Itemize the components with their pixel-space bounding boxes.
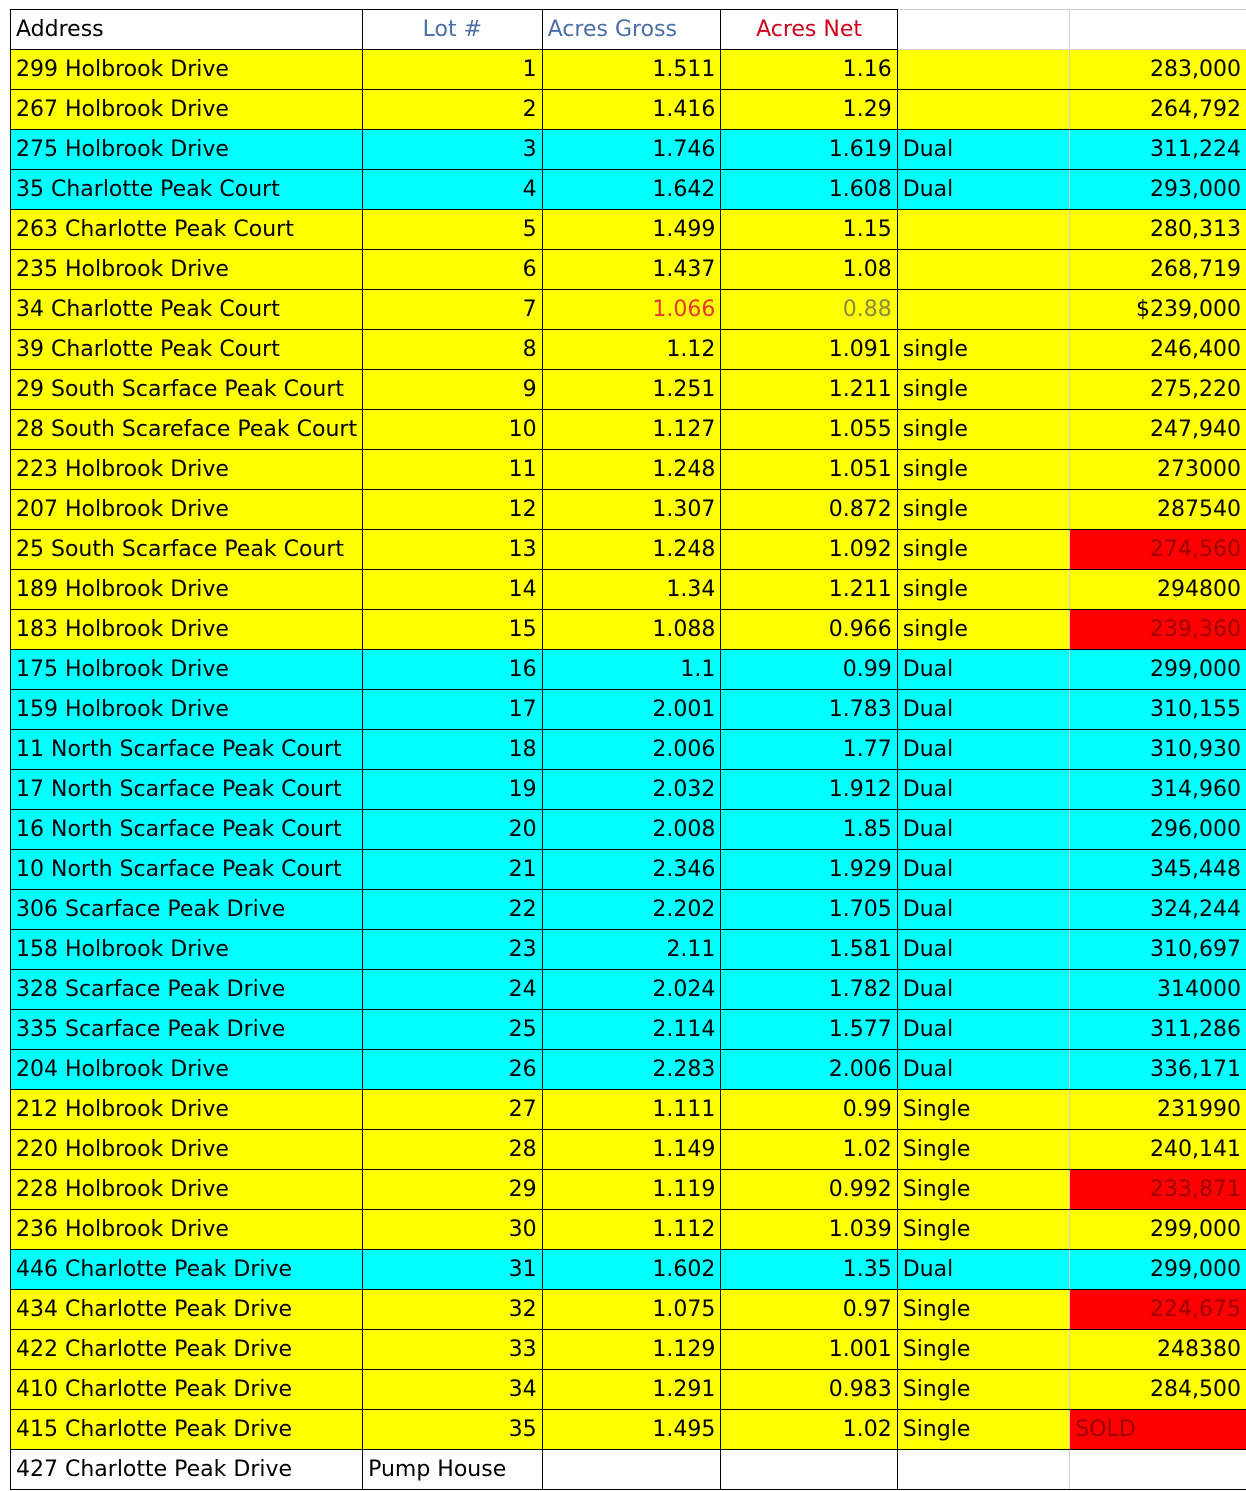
cell-lot[interactable]: 28 [363, 1130, 543, 1170]
cell-acres-net[interactable]: 1.001 [721, 1330, 897, 1370]
table-row [11, 130, 1246, 170]
cell-acres-net[interactable]: 1.15 [721, 210, 897, 250]
cell-acres-gross[interactable]: 1.34 [542, 570, 721, 610]
header-price[interactable] [1070, 10, 1246, 50]
cell-lot[interactable]: 24 [363, 970, 543, 1010]
cell-lot[interactable]: 35 [363, 1410, 543, 1450]
table-row [11, 1090, 1246, 1130]
cell-address[interactable]: 17 North Scarface Peak Court [11, 770, 363, 810]
cell-type[interactable] [897, 50, 1070, 90]
cell-acres-net[interactable]: 1.092 [721, 530, 897, 570]
cell-type[interactable]: single [897, 450, 1070, 490]
table-row [11, 810, 1246, 850]
cell-lot[interactable]: 7 [363, 290, 543, 330]
table-row [11, 1410, 1246, 1450]
cell-address[interactable]: 275 Holbrook Drive [11, 130, 363, 170]
cell-price[interactable]: 246,400 [1070, 330, 1246, 370]
cell-type[interactable]: Dual [897, 130, 1070, 170]
cell-price[interactable]: 273000 [1070, 450, 1246, 490]
cell-lot[interactable]: 5 [363, 210, 543, 250]
cell-lot[interactable]: 23 [363, 930, 543, 970]
cell-acres-net[interactable]: 2.006 [721, 1050, 897, 1090]
cell-price[interactable]: 314000 [1070, 970, 1246, 1010]
cell-lot[interactable]: 8 [363, 330, 543, 370]
cell-lot[interactable]: 30 [363, 1210, 543, 1250]
cell-acres-gross[interactable] [542, 1450, 721, 1490]
cell-type[interactable]: Dual [897, 730, 1070, 770]
cell-type[interactable] [897, 290, 1070, 330]
cell-acres-gross[interactable]: 1.416 [542, 90, 721, 130]
cell-acres-gross[interactable]: 2.202 [542, 890, 721, 930]
table-row [11, 530, 1246, 570]
cell-type[interactable]: Dual [897, 1050, 1070, 1090]
cell-acres-net[interactable]: 1.782 [721, 970, 897, 1010]
cell-acres-net[interactable]: 1.35 [721, 1250, 897, 1290]
table-row [11, 50, 1246, 90]
cell-lot[interactable]: 25 [363, 1010, 543, 1050]
cell-type[interactable]: single [897, 330, 1070, 370]
cell-acres-net[interactable]: 0.966 [721, 610, 897, 650]
cell-acres-gross[interactable]: 1.248 [542, 450, 721, 490]
cell-address[interactable]: 446 Charlotte Peak Drive [11, 1250, 363, 1290]
cell-acres-net[interactable]: 1.619 [721, 130, 897, 170]
cell-acres-net[interactable]: 1.055 [721, 410, 897, 450]
header-type[interactable] [897, 10, 1070, 50]
cell-type[interactable]: single [897, 410, 1070, 450]
cell-price[interactable]: 345,448 [1070, 850, 1246, 890]
cell-price[interactable]: 299,000 [1070, 1210, 1246, 1250]
cell-acres-gross[interactable]: 1.111 [542, 1090, 721, 1130]
cell-address[interactable]: 335 Scarface Peak Drive [11, 1010, 363, 1050]
cell-lot[interactable]: 11 [363, 450, 543, 490]
cell-acres-gross[interactable]: 2.283 [542, 1050, 721, 1090]
cell-acres-gross[interactable]: 1.251 [542, 370, 721, 410]
cell-price[interactable]: 283,000 [1070, 50, 1246, 90]
cell-lot[interactable]: 15 [363, 610, 543, 650]
cell-acres-net[interactable]: 1.16 [721, 50, 897, 90]
table-row [11, 1170, 1246, 1210]
cell-type[interactable] [897, 90, 1070, 130]
header-row [11, 10, 1246, 50]
cell-type[interactable]: Dual [897, 850, 1070, 890]
cell-address[interactable]: 223 Holbrook Drive [11, 450, 363, 490]
cell-acres-gross[interactable]: 1.119 [542, 1170, 721, 1210]
cell-type[interactable]: Dual [897, 930, 1070, 970]
cell-price[interactable]: 310,930 [1070, 730, 1246, 770]
header-acres-net[interactable]: Acres Net [721, 10, 897, 50]
table-row [11, 650, 1246, 690]
cell-type[interactable]: Dual [897, 170, 1070, 210]
cell-price[interactable]: SOLD [1070, 1410, 1246, 1450]
cell-type[interactable]: Dual [897, 770, 1070, 810]
cell-type[interactable]: Dual [897, 890, 1070, 930]
cell-lot[interactable]: 19 [363, 770, 543, 810]
cell-address[interactable]: 175 Holbrook Drive [11, 650, 363, 690]
header-lot[interactable]: Lot # [363, 10, 543, 50]
table-row [11, 370, 1246, 410]
cell-lot[interactable]: 32 [363, 1290, 543, 1330]
cell-address[interactable]: 10 North Scarface Peak Court [11, 850, 363, 890]
cell-lot[interactable]: 6 [363, 250, 543, 290]
cell-acres-gross[interactable]: 1.12 [542, 330, 721, 370]
table-row [11, 330, 1246, 370]
cell-type[interactable]: Dual [897, 690, 1070, 730]
cell-acres-net[interactable]: 1.581 [721, 930, 897, 970]
cell-acres-net[interactable]: 1.039 [721, 1210, 897, 1250]
cell-lot[interactable]: 27 [363, 1090, 543, 1130]
cell-lot[interactable]: 9 [363, 370, 543, 410]
cell-acres-net[interactable]: 0.992 [721, 1170, 897, 1210]
cell-acres-net[interactable]: 0.983 [721, 1370, 897, 1410]
cell-type[interactable]: Dual [897, 650, 1070, 690]
cell-address[interactable]: 183 Holbrook Drive [11, 610, 363, 650]
cell-acres-gross[interactable]: 1.127 [542, 410, 721, 450]
cell-type[interactable]: Single [897, 1170, 1070, 1210]
table-row [11, 490, 1246, 530]
cell-type[interactable]: single [897, 610, 1070, 650]
cell-price[interactable]: 294800 [1070, 570, 1246, 610]
cell-address[interactable]: 35 Charlotte Peak Court [11, 170, 363, 210]
cell-address[interactable]: 220 Holbrook Drive [11, 1130, 363, 1170]
cell-address[interactable]: 159 Holbrook Drive [11, 690, 363, 730]
table-row [11, 1290, 1246, 1330]
cell-address[interactable]: 434 Charlotte Peak Drive [11, 1290, 363, 1330]
cell-acres-net[interactable]: 1.211 [721, 570, 897, 610]
cell-acres-net[interactable]: 0.99 [721, 650, 897, 690]
cell-price[interactable]: 264,792 [1070, 90, 1246, 130]
cell-price[interactable]: 284,500 [1070, 1370, 1246, 1410]
cell-acres-net[interactable]: 1.02 [721, 1130, 897, 1170]
cell-acres-net[interactable]: 1.211 [721, 370, 897, 410]
cell-lot[interactable]: 14 [363, 570, 543, 610]
cell-price[interactable]: 287540 [1070, 490, 1246, 530]
cell-address[interactable]: 212 Holbrook Drive [11, 1090, 363, 1130]
cell-type[interactable]: Dual [897, 810, 1070, 850]
cell-price[interactable]: 299,000 [1070, 1250, 1246, 1290]
cell-acres-net[interactable]: 1.77 [721, 730, 897, 770]
table-row [11, 210, 1246, 250]
cell-type[interactable]: single [897, 570, 1070, 610]
cell-price[interactable]: 268,719 [1070, 250, 1246, 290]
cell-address[interactable]: 28 South Scareface Peak Court [11, 410, 363, 450]
cell-address[interactable]: 415 Charlotte Peak Drive [11, 1410, 363, 1450]
cell-acres-net[interactable]: 1.608 [721, 170, 897, 210]
cell-lot[interactable]: Pump House [363, 1450, 543, 1490]
cell-type[interactable]: Single [897, 1410, 1070, 1450]
cell-lot[interactable]: 17 [363, 690, 543, 730]
table-row [11, 290, 1246, 330]
cell-acres-net[interactable]: 1.02 [721, 1410, 897, 1450]
table-row [11, 1330, 1246, 1370]
cell-type[interactable]: Dual [897, 1250, 1070, 1290]
cell-type[interactable]: single [897, 490, 1070, 530]
table-row [11, 730, 1246, 770]
cell-address[interactable]: 189 Holbrook Drive [11, 570, 363, 610]
cell-lot[interactable]: 26 [363, 1050, 543, 1090]
cell-price[interactable]: 231990 [1070, 1090, 1246, 1130]
cell-price[interactable]: 293,000 [1070, 170, 1246, 210]
cell-acres-gross[interactable]: 1.499 [542, 210, 721, 250]
table-row [11, 930, 1246, 970]
cell-type[interactable]: Single [897, 1090, 1070, 1130]
table-row [11, 1010, 1246, 1050]
cell-type[interactable]: Dual [897, 970, 1070, 1010]
cell-acres-gross[interactable]: 1.149 [542, 1130, 721, 1170]
table-row [11, 690, 1246, 730]
table-row [11, 1370, 1246, 1410]
cell-lot[interactable]: 4 [363, 170, 543, 210]
table-row [11, 170, 1246, 210]
cell-lot[interactable]: 20 [363, 810, 543, 850]
cell-acres-gross[interactable]: 1.075 [542, 1290, 721, 1330]
cell-lot[interactable]: 21 [363, 850, 543, 890]
cell-price[interactable]: 336,171 [1070, 1050, 1246, 1090]
cell-type[interactable]: Single [897, 1290, 1070, 1330]
cell-address[interactable]: 207 Holbrook Drive [11, 490, 363, 530]
table-row [11, 610, 1246, 650]
cell-acres-gross[interactable]: 2.032 [542, 770, 721, 810]
cell-price[interactable]: 280,313 [1070, 210, 1246, 250]
cell-price[interactable]: 224,675 [1070, 1290, 1246, 1330]
table-row [11, 970, 1246, 1010]
cell-type[interactable] [897, 250, 1070, 290]
cell-lot[interactable]: 33 [363, 1330, 543, 1370]
cell-price[interactable]: 311,224 [1070, 130, 1246, 170]
cell-acres-gross[interactable]: 1.248 [542, 530, 721, 570]
cell-acres-gross[interactable]: 1.307 [542, 490, 721, 530]
cell-address[interactable]: 299 Holbrook Drive [11, 50, 363, 90]
cell-lot[interactable]: 18 [363, 730, 543, 770]
cell-acres-net[interactable]: 0.97 [721, 1290, 897, 1330]
table-row [11, 1210, 1246, 1250]
cell-acres-gross[interactable]: 1.088 [542, 610, 721, 650]
cell-lot[interactable]: 13 [363, 530, 543, 570]
cell-acres-gross[interactable]: 1.437 [542, 250, 721, 290]
table-row [11, 450, 1246, 490]
cell-lot[interactable]: 12 [363, 490, 543, 530]
cell-address[interactable]: 422 Charlotte Peak Drive [11, 1330, 363, 1370]
cell-lot[interactable]: 2 [363, 90, 543, 130]
cell-acres-gross[interactable]: 1.066 [542, 290, 721, 330]
cell-price[interactable]: 299,000 [1070, 650, 1246, 690]
header-address[interactable]: Address [11, 10, 363, 50]
lot-price-spreadsheet [10, 9, 1246, 1490]
table-row [11, 1130, 1246, 1170]
cell-address[interactable]: 29 South Scarface Peak Court [11, 370, 363, 410]
cell-type[interactable]: Single [897, 1370, 1070, 1410]
table-row [11, 850, 1246, 890]
cell-type[interactable]: Single [897, 1210, 1070, 1250]
table-body [11, 50, 1246, 1490]
cell-price[interactable]: 296,000 [1070, 810, 1246, 850]
cell-price[interactable]: $239,000 [1070, 290, 1246, 330]
cell-acres-net[interactable]: 1.091 [721, 330, 897, 370]
cell-address[interactable]: 410 Charlotte Peak Drive [11, 1370, 363, 1410]
cell-lot[interactable]: 34 [363, 1370, 543, 1410]
cell-acres-net[interactable]: 0.88 [721, 290, 897, 330]
cell-acres-net[interactable]: 0.99 [721, 1090, 897, 1130]
cell-acres-net[interactable]: 1.051 [721, 450, 897, 490]
cell-type[interactable]: single [897, 530, 1070, 570]
cell-address[interactable]: 158 Holbrook Drive [11, 930, 363, 970]
cell-acres-net[interactable]: 1.577 [721, 1010, 897, 1050]
cell-address[interactable]: 235 Holbrook Drive [11, 250, 363, 290]
cell-lot[interactable]: 16 [363, 650, 543, 690]
cell-price[interactable]: 274,560 [1070, 530, 1246, 570]
cell-price[interactable]: 247,940 [1070, 410, 1246, 450]
cell-acres-gross[interactable]: 1.511 [542, 50, 721, 90]
cell-acres-gross[interactable]: 2.001 [542, 690, 721, 730]
header-acres-gross[interactable]: Acres Gross [542, 10, 721, 50]
cell-price[interactable]: 275,220 [1070, 370, 1246, 410]
cell-price[interactable]: 233,871 [1070, 1170, 1246, 1210]
table-row [11, 250, 1246, 290]
cell-price[interactable]: 248380 [1070, 1330, 1246, 1370]
table-row [11, 1450, 1246, 1490]
cell-acres-net[interactable]: 1.85 [721, 810, 897, 850]
table-row [11, 1050, 1246, 1090]
cell-price[interactable]: 311,286 [1070, 1010, 1246, 1050]
cell-type[interactable] [897, 1450, 1070, 1490]
table-row [11, 90, 1246, 130]
cell-price[interactable]: 324,244 [1070, 890, 1246, 930]
cell-acres-gross[interactable]: 1.495 [542, 1410, 721, 1450]
cell-price[interactable]: 239,360 [1070, 610, 1246, 650]
cell-type[interactable]: single [897, 370, 1070, 410]
table-row [11, 570, 1246, 610]
cell-lot[interactable]: 31 [363, 1250, 543, 1290]
cell-price[interactable]: 314,960 [1070, 770, 1246, 810]
cell-acres-net[interactable]: 1.08 [721, 250, 897, 290]
cell-acres-gross[interactable]: 2.024 [542, 970, 721, 1010]
cell-acres-gross[interactable]: 1.291 [542, 1370, 721, 1410]
cell-address[interactable]: 306 Scarface Peak Drive [11, 890, 363, 930]
cell-price[interactable]: 310,155 [1070, 690, 1246, 730]
cell-acres-net[interactable]: 1.705 [721, 890, 897, 930]
cell-address[interactable]: 11 North Scarface Peak Court [11, 730, 363, 770]
table-row [11, 890, 1246, 930]
cell-acres-net[interactable]: 0.872 [721, 490, 897, 530]
cell-acres-gross[interactable]: 1.112 [542, 1210, 721, 1250]
cell-acres-gross[interactable]: 1.129 [542, 1330, 721, 1370]
cell-address[interactable]: 228 Holbrook Drive [11, 1170, 363, 1210]
cell-price[interactable]: 240,141 [1070, 1130, 1246, 1170]
cell-address[interactable]: 263 Charlotte Peak Court [11, 210, 363, 250]
cell-acres-gross[interactable]: 1.1 [542, 650, 721, 690]
cell-address[interactable]: 34 Charlotte Peak Court [11, 290, 363, 330]
cell-acres-gross[interactable]: 1.602 [542, 1250, 721, 1290]
cell-address[interactable]: 267 Holbrook Drive [11, 90, 363, 130]
cell-address[interactable]: 39 Charlotte Peak Court [11, 330, 363, 370]
cell-lot[interactable]: 10 [363, 410, 543, 450]
cell-acres-gross[interactable]: 2.008 [542, 810, 721, 850]
cell-acres-gross[interactable]: 2.006 [542, 730, 721, 770]
cell-acres-gross[interactable]: 2.11 [542, 930, 721, 970]
cell-address[interactable]: 25 South Scarface Peak Court [11, 530, 363, 570]
cell-address[interactable]: 236 Holbrook Drive [11, 1210, 363, 1250]
table-row [11, 770, 1246, 810]
cell-address[interactable]: 427 Charlotte Peak Drive [11, 1450, 363, 1490]
cell-acres-net[interactable]: 1.783 [721, 690, 897, 730]
table-row [11, 410, 1246, 450]
cell-price[interactable]: 310,697 [1070, 930, 1246, 970]
table-row [11, 1250, 1246, 1290]
cell-type[interactable]: Single [897, 1130, 1070, 1170]
cell-acres-gross[interactable]: 1.642 [542, 170, 721, 210]
cell-acres-net[interactable]: 1.929 [721, 850, 897, 890]
cell-address[interactable]: 204 Holbrook Drive [11, 1050, 363, 1090]
cell-lot[interactable]: 29 [363, 1170, 543, 1210]
cell-type[interactable]: Single [897, 1330, 1070, 1370]
cell-price[interactable] [1070, 1450, 1246, 1490]
cell-type[interactable] [897, 210, 1070, 250]
cell-acres-gross[interactable]: 1.746 [542, 130, 721, 170]
cell-lot[interactable]: 1 [363, 50, 543, 90]
cell-acres-gross[interactable]: 2.114 [542, 1010, 721, 1050]
cell-acres-net[interactable]: 1.29 [721, 90, 897, 130]
cell-address[interactable]: 328 Scarface Peak Drive [11, 970, 363, 1010]
cell-acres-gross[interactable]: 2.346 [542, 850, 721, 890]
cell-lot[interactable]: 22 [363, 890, 543, 930]
cell-acres-net[interactable] [721, 1450, 897, 1490]
cell-type[interactable]: Dual [897, 1010, 1070, 1050]
cell-lot[interactable]: 3 [363, 130, 543, 170]
cell-acres-net[interactable]: 1.912 [721, 770, 897, 810]
cell-address[interactable]: 16 North Scarface Peak Court [11, 810, 363, 850]
